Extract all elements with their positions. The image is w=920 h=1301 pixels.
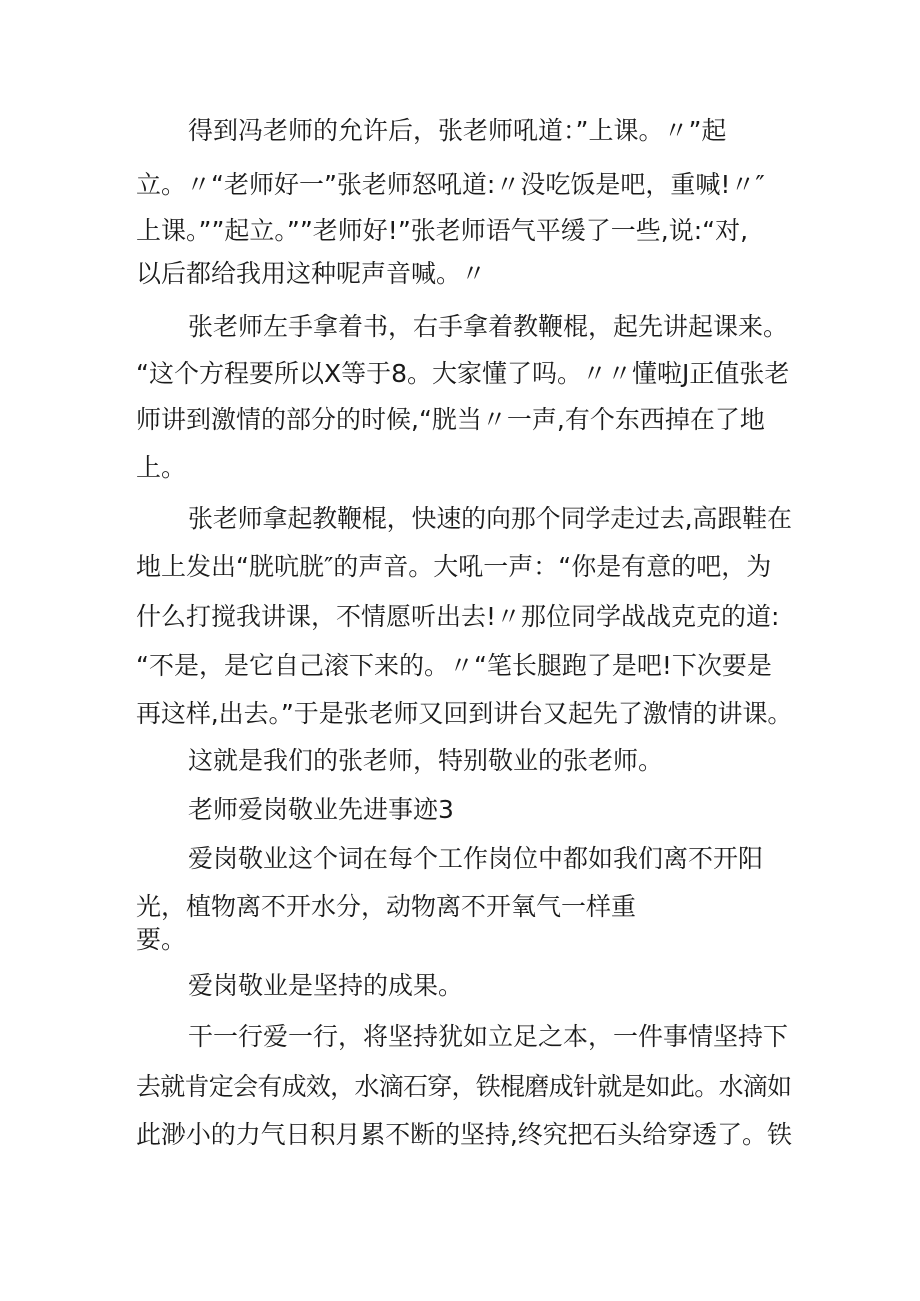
text-line: 地上发出“胱吭胱″的声音。大吼一声：“你是有意的吧，为 [136,552,772,581]
section-heading: 老师爱岗敬业先进事迹3 [188,795,454,824]
text-line: 上课。””起立。””老师好!”张老师语气平缓了一些,说:“对, [136,216,749,245]
text-line: 上。 [136,453,187,482]
text-line: 师讲到激情的部分的时候,“胱当〃一声,有个东西掉在了地 [136,405,765,434]
text-line: 张老师左手拿着书，右手拿着教鞭棍，起先讲起课来。 [188,312,789,341]
text-line: 要。 [136,925,187,954]
text-line: 这就是我们的张老师，特别敬业的张老师。 [188,746,664,775]
text-line: 再这样,出去。”于是张老师又回到讲台又起先了激情的讲课。 [136,699,793,728]
text-line: 去就肯定会有成效，水滴石穿，铁棍磨成针就是如此。水滴如 [136,1072,792,1101]
text-line: 爱岗敬业这个词在每个工作岗位中都如我们离不开阳 [188,844,764,873]
text-line: 什么打搅我讲课，不情愿听出去!〃那位同学战战克克的道: [136,602,780,631]
text-line: 爱岗敬业是坚持的成果。 [188,971,464,1000]
text-line: 得到冯老师的允许后，张老师吼道：”上课。〃”起 [188,116,727,145]
text-line: 以后都给我用这种呢声音喊。〃 [136,259,487,288]
text-line: “不是，是它自己滚下来的。〃“笔长腿跑了是吧!下次要是 [136,651,772,680]
text-line: 张老师拿起教鞭棍，快速的向那个同学走过去,高跟鞋在 [188,504,792,533]
text-line: 光，植物离不开水分，动物离不开氧气一样重 [136,892,637,921]
text-line: “这个方程要所以X等于8。大家懂了吗。〃〃懂啦J正值张老 [136,359,790,388]
text-line: 干一行爱一行，将坚持犹如立足之本，一件事情坚持下 [188,1022,789,1051]
text-line: 立。〃“老师好一”张老师怒吼道:〃没吃饭是吧，重喊!〃″ [136,170,765,199]
text-line: 此渺小的力气日积月累不断的坚持,终究把石头给穿透了。铁 [136,1120,792,1149]
